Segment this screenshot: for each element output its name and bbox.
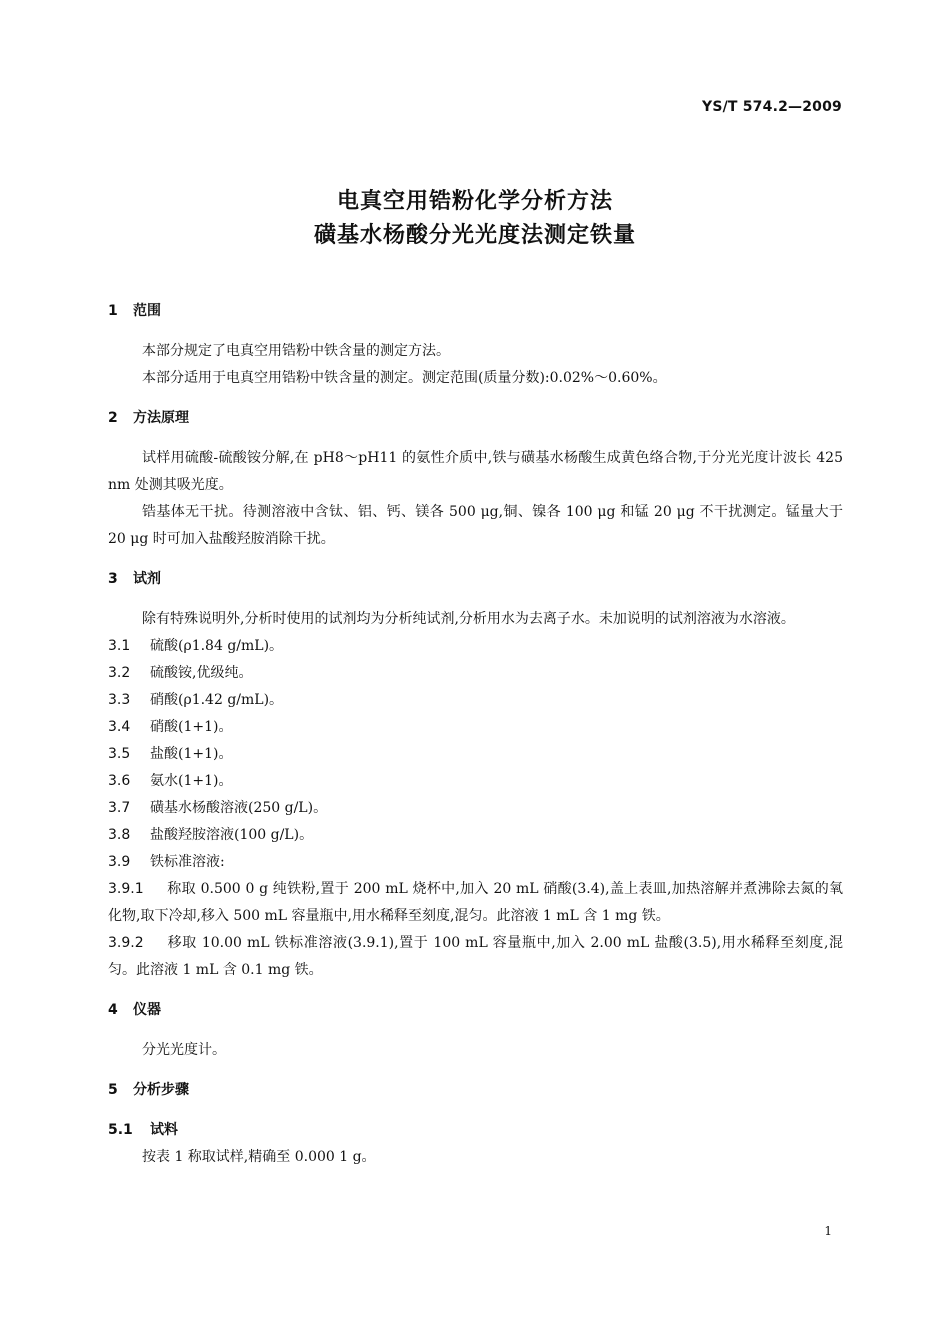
section-heading-scope <box>108 298 843 325</box>
section-title: 试剂 <box>133 571 161 587</box>
item-number: 3.9 <box>108 854 131 870</box>
item-number: 3.9.2 <box>108 935 144 951</box>
list-item <box>108 768 843 795</box>
subsection-heading-sample <box>108 1117 843 1144</box>
section-heading-apparatus <box>108 997 843 1024</box>
section-heading-principle <box>108 405 843 432</box>
item-number: 3.4 <box>108 719 131 735</box>
item-text: 硝酸(ρ1.42 g/mL)。 <box>150 692 284 708</box>
item-number: 3.7 <box>108 800 131 816</box>
item-text: 硫酸(ρ1.84 g/mL)。 <box>150 638 284 654</box>
item-text: 称取 0.500 0 g 纯铁粉,置于 200 mL 烧杯中,加入 20 mL 硝酸(3.4),盖上表皿,加热溶解并煮沸除去氮的氧化物,取下冷却,移入 500 mL 容量瓶中,用水稀释至刻度,混匀。此溶液 1 mL 含 1 mg 铁。 <box>108 881 843 924</box>
list-item <box>108 714 843 741</box>
list-item <box>108 795 843 822</box>
item-text: 盐酸(1+1)。 <box>150 746 233 762</box>
paragraph: 本部分适用于电真空用锆粉中铁含量的测定。测定范围(质量分数):0.02%～0.60%。 <box>142 370 667 386</box>
section-title: 方法原理 <box>133 410 189 426</box>
item-number: 3.2 <box>108 665 131 681</box>
paragraph: 试样用硫酸-硫酸铵分解,在 pH8～pH11 的氨性介质中,铁与磺基水杨酸生成黄色络合物,于分光光度计波长 425 nm 处测其吸光度。 <box>108 450 843 493</box>
paragraph: 除有特殊说明外,分析时使用的试剂均为分析纯试剂,分析用水为去离子水。未加说明的试剂溶液为水溶液。 <box>142 611 795 627</box>
subsection-title: 试料 <box>150 1122 178 1138</box>
list-item <box>108 687 843 714</box>
section-number: 5 <box>108 1082 118 1098</box>
list-item <box>108 741 843 768</box>
item-number: 3.8 <box>108 827 131 843</box>
section-title: 分析步骤 <box>133 1082 189 1098</box>
paragraph: 分光光度计。 <box>142 1042 226 1058</box>
item-text: 移取 10.00 mL 铁标准溶液(3.9.1),置于 100 mL 容量瓶中,加入 2.00 mL 盐酸(3.5),用水稀释至刻度,混匀。此溶液 1 mL 含 0.1 mg 铁。 <box>108 935 843 978</box>
paragraph: 按表 1 称取试样,精确至 0.000 1 g。 <box>142 1149 376 1165</box>
section-number: 4 <box>108 1002 118 1018</box>
section-title: 范围 <box>133 303 161 319</box>
section-title: 仪器 <box>133 1002 161 1018</box>
item-number: 3.1 <box>108 638 131 654</box>
list-item <box>108 930 843 984</box>
paragraph: 本部分规定了电真空用锆粉中铁含量的测定方法。 <box>142 343 450 359</box>
item-number: 3.3 <box>108 692 131 708</box>
list-item <box>108 876 843 930</box>
item-text: 硝酸(1+1)。 <box>150 719 233 735</box>
item-number: 3.9.1 <box>108 881 144 897</box>
list-item <box>108 660 843 687</box>
document-title-line-2: 磺基水杨酸分光光度法测定铁量 <box>313 223 636 248</box>
item-text: 铁标准溶液: <box>150 854 225 870</box>
section-heading-procedure <box>108 1077 843 1104</box>
list-item <box>108 849 843 876</box>
item-number: 3.6 <box>108 773 131 789</box>
item-number: 3.5 <box>108 746 131 762</box>
document-body <box>108 298 843 1171</box>
standard-code: YS/T 574.2—2009 <box>701 99 842 115</box>
item-text: 氨水(1+1)。 <box>150 773 233 789</box>
list-item <box>108 822 843 849</box>
section-heading-reagents <box>108 566 843 593</box>
document-title-line-1: 电真空用锆粉化学分析方法 <box>336 189 613 214</box>
section-number: 2 <box>108 410 118 426</box>
item-text: 盐酸羟胺溶液(100 g/L)。 <box>150 827 314 843</box>
section-number: 1 <box>108 303 118 319</box>
item-text: 硫酸铵,优级纯。 <box>150 665 253 681</box>
subsection-number: 5.1 <box>108 1122 133 1138</box>
paragraph: 锆基体无干扰。待测溶液中含钛、铝、钙、镁各 500 μg,铜、镍各 100 μg 和锰 20 μg 不干扰测定。锰量大于 20 μg 时可加入盐酸羟胺消除干扰。 <box>108 504 843 547</box>
list-item <box>108 633 843 660</box>
page-number: 1 <box>824 1224 832 1238</box>
item-text: 磺基水杨酸溶液(250 g/L)。 <box>150 800 328 816</box>
section-number: 3 <box>108 571 118 587</box>
